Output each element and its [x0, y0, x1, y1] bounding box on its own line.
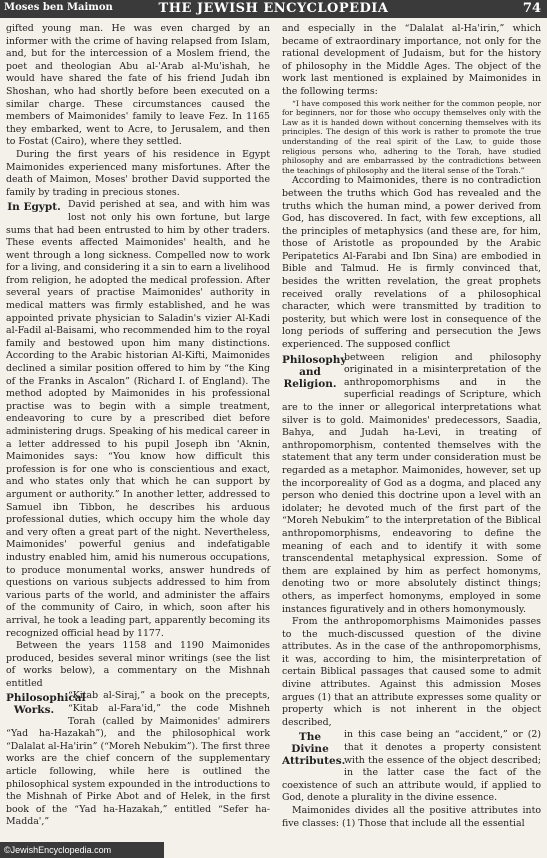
paragraph: According to Maimonides, there is no contradiction between the truths which God has revealed and the truths which the human mind, a power derived from God, has discovered. In fact, with few exceptions, all the principles of metaphysics (and these are, for him, those of Aristotle as propounded by the Arabic Peripatetics Al-Farabi and Ibn Sina) are embodied in Bible and Talmud. He is firmly convinced that, besides the written revelation, the great prophets received orally revelations of a philosophical character, which were transmitted by tradition to posterity, but which were lost in consequence of the long periods of suffering and persecution the Jews experienced. The supposed conflict: [282, 175, 541, 351]
page-header: [0, 0, 547, 18]
running-title: Moses ben Maimon: [4, 2, 113, 13]
copyright-footer: ©JewishEncyclopedia.com: [0, 842, 164, 858]
sidenote-divine-attributes: The Divine Attributes.: [282, 731, 346, 768]
right-column: [282, 23, 541, 830]
paragraph: Maimonides divides all the positive attributes into five classes: (1) Those that include all the essential: [282, 805, 541, 829]
publication-title: THE JEWISH ENCYCLOPEDIA: [158, 1, 389, 16]
paragraph: between religion and philosophy originated in a misinterpretation of the anthropomorphisms and in the superficial readings of Scripture, which are to the inner or allegorical interpretations what silver is to gold. Maimonides' predecessors, Saadia, Bahya, and Judah ha-Levi, in treating of anthropomorphism, contented themselves with the statement that any term under consideration must be regarded as a metaphor. Maimonides, however, set up the incorporeality of God as a dogma, and placed any person who denied this doctrine upon a level with an idolater; he devoted much of the first part of the “Moreh Nebukim” to the interpretation of the Biblical anthropomorphisms, endeavoring to define the meaning of each and to identify it with some transcendental metaphysical expression. Some of them are explained by him as perfect homonyms, denoting two or more absolutely distinct things; others, as imperfect homonyms, employed in some instances figuratively and in others homonymously.: [282, 351, 541, 615]
sidenote-in-egypt: In Egypt.: [7, 201, 61, 214]
paragraph: “Kitab al-Siraj,” a book on the precepts, “Kitab al-Fara'id,” the code Mishneh Torah (called by Maimonides' admirers “Yad ha-Hazakah”), and the philosophical work “Dalalat al-Ha'irin” (“Moreh Nebukim”). The first three works are the chief concern of the supplementary article following, while here is outlined the philosophical system expounded in the introductions to the Mishnah of Pirke Abot and of Helek, in the first book of the “Yad ha-Hazakah,” entitled “Sefer ha-Madda',”: [6, 690, 270, 828]
paragraph: gifted young man. He was even charged by an informer with the crime of having relapsed from Islam, and, but for the intercession of a Moslem friend, the poet and theologian Abu al-'Arab al-Mu'ishah, he would have shared the fate of his friend Judah ibn Shoshan, who had shortly before been executed on a similar charge. These circumstances caused the members of Maimonides' family to leave Fez. In 1165 they embarked, went to Acre, to Jerusalem, and then to Fostat (Cairo), where they settled.: [6, 23, 270, 148]
paragraph: and especially in the “Dalalat al-Ha'irin,” which became of extraordinary importance, not only for the rational development of Judaism, but for the history of philosophy in the Middle Ages. The object of the work last mentioned is explained by Maimonides in the following terms:: [282, 23, 541, 97]
paragraph: From the anthropomorphisms Maimonides passes to the much-discussed question of the divine attributes. As in the case of the anthropomorphisms, it was, according to him, the misinterpretation of certain Biblical passages that caused some to admit divine attributes. Against this admission Moses argues (1) that an attribute expresses some quality or property which is not inherent in the object described,: [282, 616, 541, 728]
paragraph: Between the years 1158 and 1190 Maimonides produced, besides several minor writings (see the list of works below), a commentary on the Mishnah entitled: [6, 640, 270, 689]
page-number: 74: [522, 1, 541, 16]
paragraph: During the first years of his residence in Egypt Maimonides experienced many misfortunes. After the death of Maimon, Moses' brother David supported the family by trading in precious stones.: [6, 148, 270, 198]
left-column: [6, 23, 270, 829]
sidenote-philosophy-religion: Philosophy and Religion.: [282, 353, 347, 390]
paragraph: David perished at sea, and with him was lost not only his own fortune, but large sums that had been entrusted to him by other traders. These events affected Maimonides' health, and he went through a long sickness. Compelled now to work for a living, and considering it a sin to earn a livelihood from religion, he adopted the medical profession. After several years of practise Maimonides' authority in medical matters was firmly established, and he was appointed private physician to Saladin's vizier Al-Kadi al-Fadil al-Baisami, who recommended him to the royal family and bestowed upon him many distinctions. According to the Arabic historian Al-Kifti, Maimonides declined a similar position offered to him by “the King of the Franks in Ascalon” (Richard I. of England). The method adopted by Maimonides in his professional practise was to begin with a simple treatment, endeavoring to cure by a prescribed diet before administering drugs. Speaking of his medical career in a letter addressed to his pupil Joseph ibn 'Aknin, Maimonides says: “You know how difficult this profession is for one who is conscientious and exact, and who states only that which he can support by argument or authority.” In another letter, addressed to Samuel ibn Tibbon, he describes his arduous professional duties, which occupy him the whole day and very often a great part of the night. Nevertheless, Maimonides' powerful genius and indefatigable industry enabled him, amid his numerous occupations, to produce monumental works, answer hundreds of questions on various subjects addressed to him from various parts of the world, and administer the affairs of the community of Cairo, in which, soon after his arrival, he took a leading part, apparently becoming its recognized official head by 1177.: [6, 199, 270, 639]
block-quote: “I have composed this work neither for the common people, nor for beginners, nor for those who occupy themselves only with the Law as it is handed down without concerning themselves with its principles. The design of this work is rather to promote the true understanding of the real spirit of the Law, to guide those religious persons who, adhering to the Torah, have studied philosophy and are embarrassed by the contradictions between the teachings of philosophy and the literal sense of the Torah.”: [282, 98, 541, 175]
paragraph: in this case being an “accident,” or (2) that it denotes a property consistent with the essence of the object described; in the latter case the fact of the coexistence of such an attribute would, if applied to God, denote a plurality in the divine essence.: [282, 729, 541, 804]
sidenote-philosophical-works: Philosophical Works.: [6, 692, 86, 717]
